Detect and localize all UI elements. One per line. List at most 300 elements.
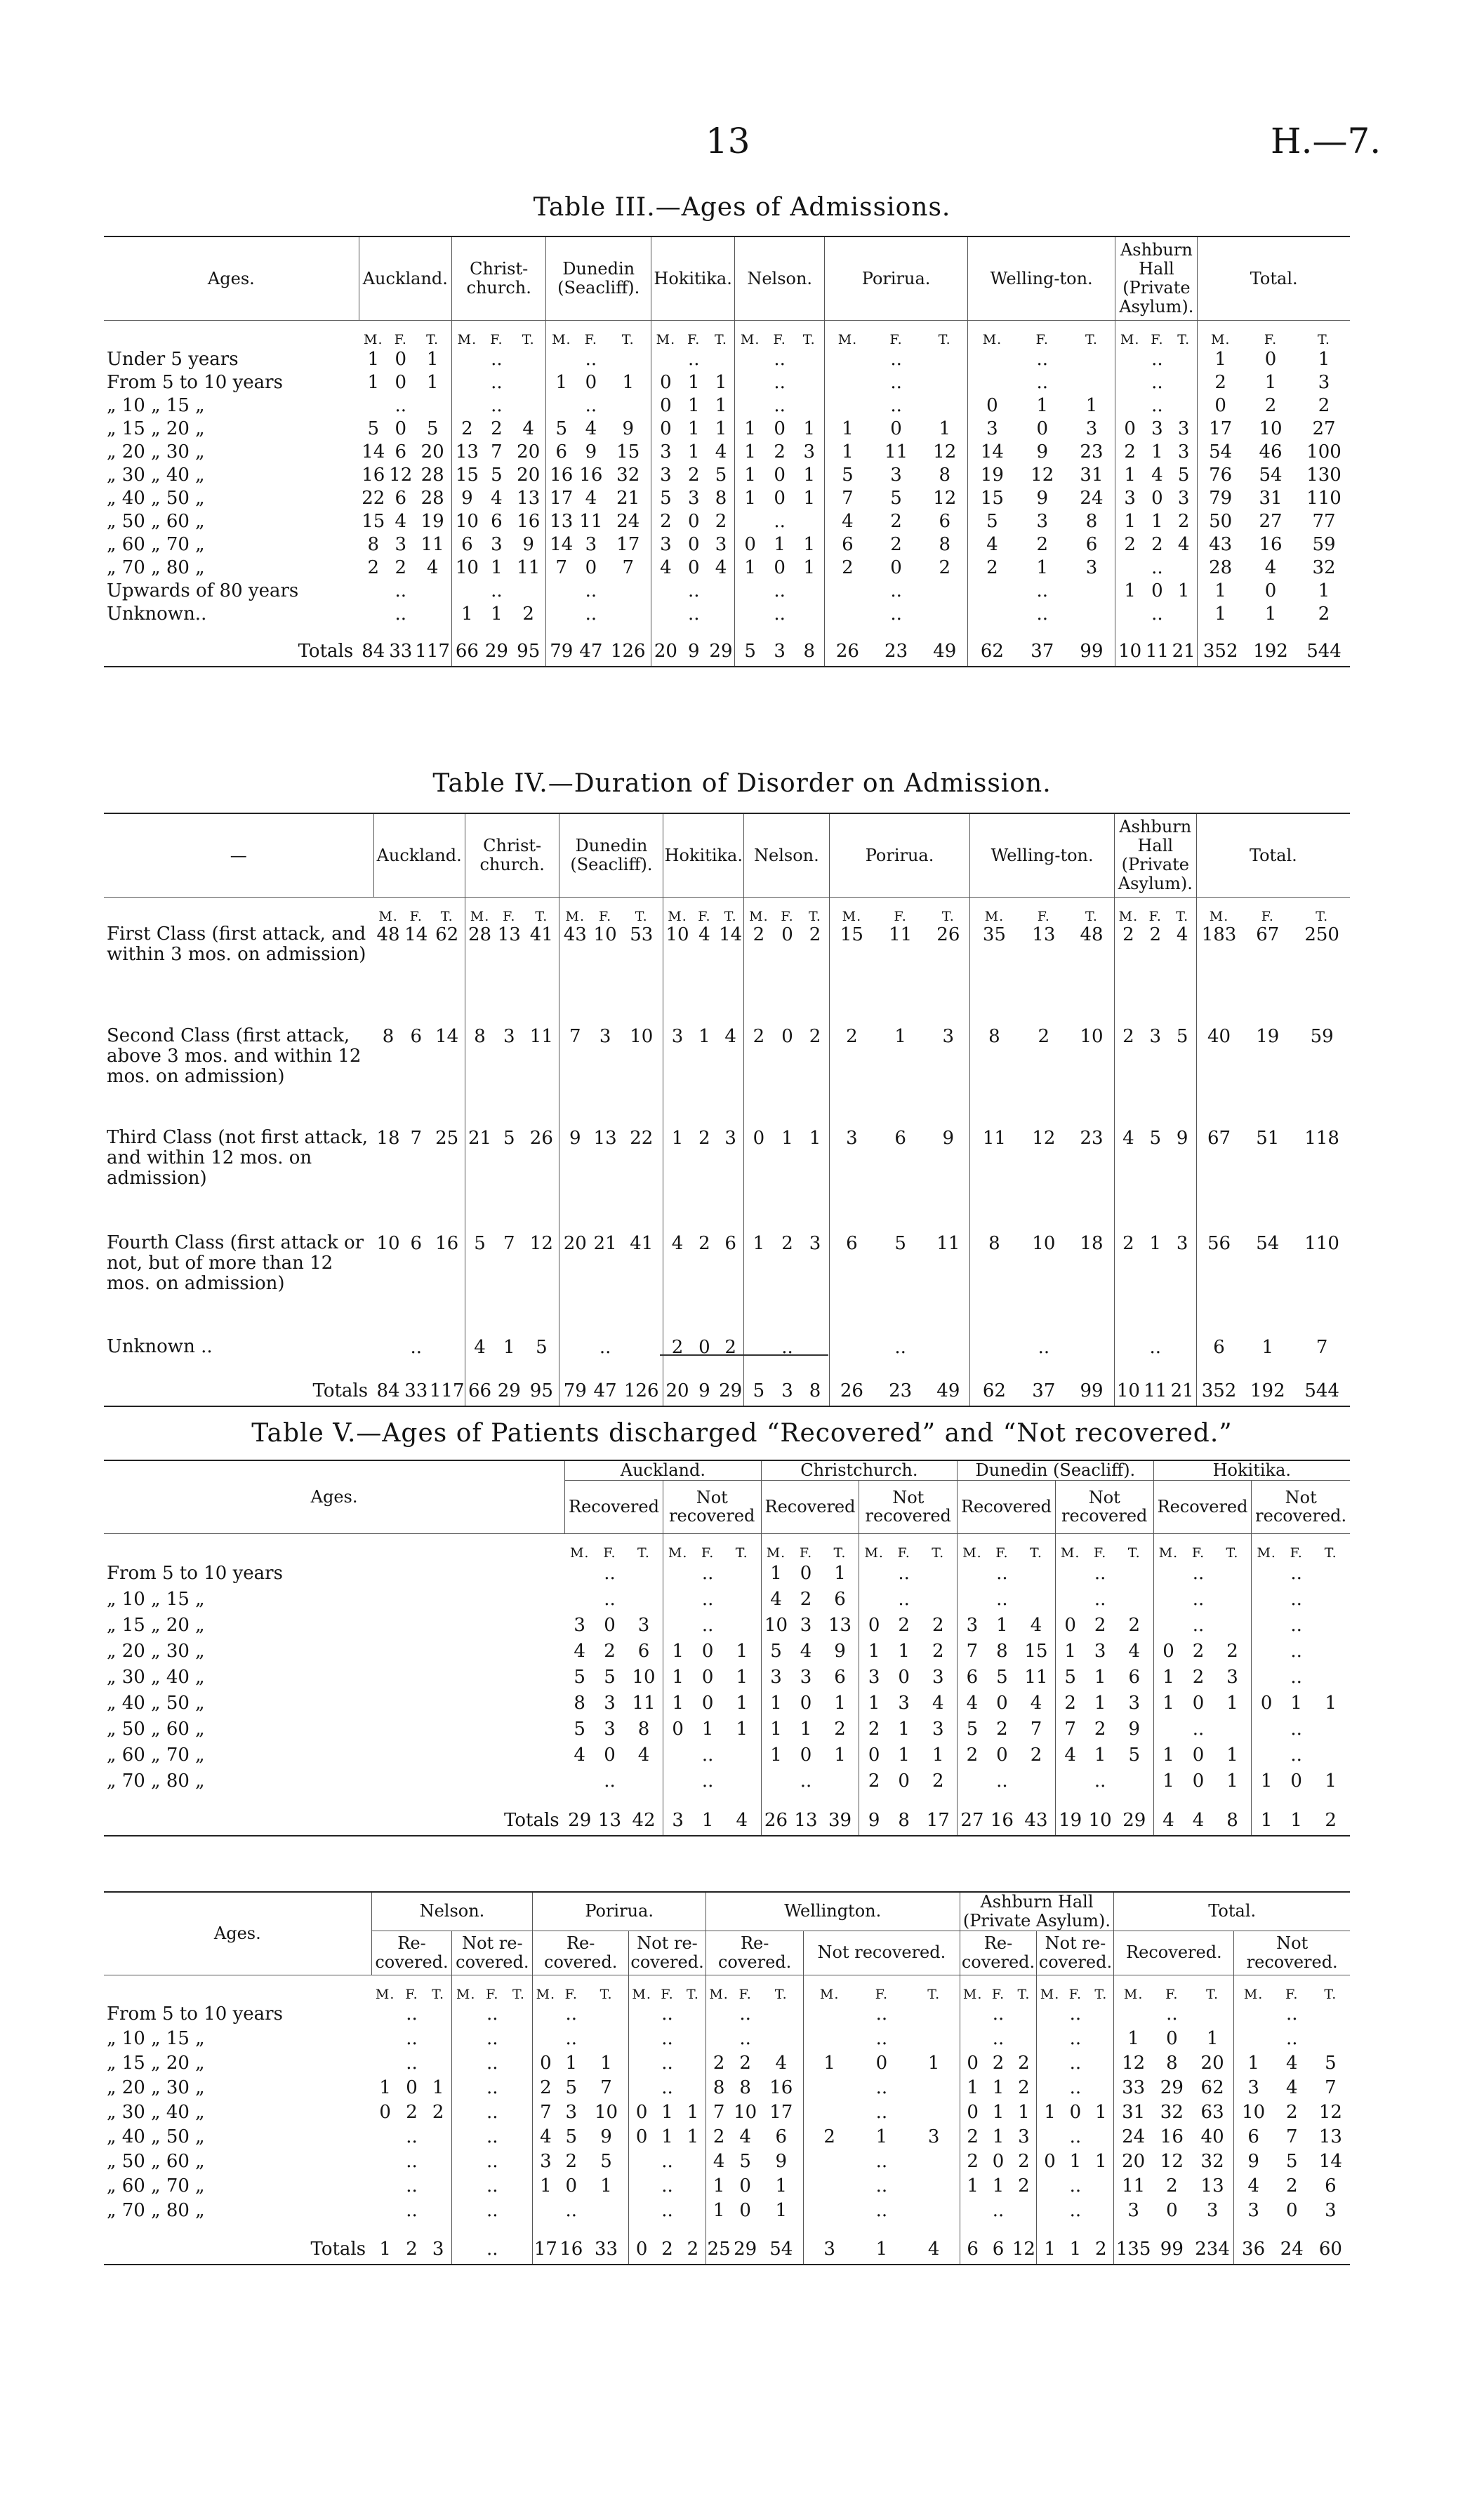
data-cell: ..	[585, 580, 597, 601]
data-cell: 20	[1191, 2051, 1234, 2076]
data-cell	[1115, 1768, 1153, 1794]
data-cell: 3	[671, 1026, 684, 1047]
page-number: 13	[705, 121, 750, 161]
data-cell: 2	[1149, 924, 1162, 945]
data-cell: ..	[1036, 603, 1048, 625]
data-cell	[968, 602, 1016, 625]
total-cell: 2	[1311, 1794, 1350, 1836]
data-cell: 2	[1122, 1233, 1134, 1254]
data-cell: 51	[1256, 1128, 1280, 1149]
data-cell	[565, 1768, 595, 1794]
table-iv-title: Table IV.—Duration of Disorder on Admission.	[432, 769, 1052, 798]
table-row	[104, 1768, 1350, 1794]
data-cell	[511, 371, 546, 394]
data-cell: 1	[992, 2077, 1005, 2099]
table-row	[104, 509, 1350, 533]
data-cell: 3	[919, 1665, 957, 1691]
data-cell: 1	[1261, 1337, 1274, 1358]
data-cell: 25	[430, 1128, 465, 1233]
total-cell: 29	[482, 625, 511, 667]
data-cell: 17	[1209, 418, 1233, 439]
data-cell: ..	[1192, 1563, 1205, 1585]
data-cell: 1	[800, 1719, 812, 1740]
sex-label: T.	[1324, 1545, 1337, 1561]
data-cell: 5	[503, 1128, 515, 1149]
data-cell	[908, 2002, 960, 2027]
row-label: „ 50 „ 60 „	[107, 1719, 205, 1740]
data-cell: 1	[1124, 580, 1136, 601]
data-cell	[1252, 1639, 1281, 1665]
data-cell: 43	[1209, 533, 1233, 555]
total-cell: 117	[430, 1365, 465, 1406]
data-cell: 4	[708, 556, 735, 579]
data-cell: ..	[395, 394, 407, 416]
data-cell: 77	[1312, 510, 1336, 532]
data-cell	[958, 1587, 987, 1613]
data-cell: ..	[996, 1771, 1008, 1792]
data-cell: 1	[723, 1691, 761, 1716]
data-cell: 3	[565, 2102, 578, 2124]
data-cell	[706, 2027, 732, 2051]
data-cell: 1	[1068, 394, 1115, 417]
recovery-status-header: Recovered	[761, 1480, 859, 1533]
data-cell: 3	[770, 1667, 782, 1688]
data-cell: 6	[717, 1233, 744, 1337]
data-cell: 6	[821, 1587, 859, 1613]
data-cell	[452, 2174, 479, 2199]
data-cell: 1	[992, 2175, 1005, 2197]
data-cell	[533, 2027, 559, 2051]
total-cell: 13	[595, 1794, 625, 1836]
data-cell	[584, 2027, 629, 2051]
data-cell: 0	[687, 533, 700, 555]
data-cell: 4	[1064, 1745, 1076, 1766]
row-label: „ 40 „ 50 „	[107, 1693, 205, 1714]
data-cell: 1	[698, 1026, 710, 1047]
data-cell: 5	[894, 1233, 906, 1254]
recovery-status-header: Re-covered.	[533, 1931, 629, 1975]
data-cell: 4	[1017, 1613, 1055, 1639]
data-cell: 1	[821, 1742, 859, 1768]
data-cell: 2	[713, 2053, 725, 2074]
data-cell: 40	[1191, 2125, 1234, 2149]
data-cell	[706, 2002, 732, 2027]
data-cell: 1	[680, 2100, 706, 2125]
ages-column-header: Ages.	[104, 1460, 565, 1533]
ages-column-header: Ages.	[104, 1892, 371, 1975]
data-cell: ..	[491, 348, 503, 370]
data-cell: 1	[744, 441, 756, 462]
data-cell: 5	[565, 2077, 578, 2099]
data-cell	[1037, 2174, 1063, 2199]
row-label: Under 5 years	[107, 348, 239, 370]
table-row	[104, 2149, 1350, 2174]
data-cell: 9	[1036, 441, 1048, 462]
data-cell: 1	[1124, 464, 1136, 486]
sex-label: F.	[1151, 332, 1164, 347]
data-cell: 1	[672, 1693, 684, 1714]
data-cell	[821, 1768, 859, 1794]
data-cell	[1011, 2002, 1037, 2027]
data-cell: 2	[1122, 924, 1134, 945]
sex-label: T.	[425, 1975, 452, 2002]
group-header: Porirua.	[829, 813, 970, 898]
total-cell: 16	[987, 1794, 1017, 1836]
data-cell: 1	[379, 2077, 391, 2099]
data-cell: ..	[890, 603, 902, 625]
group-header: Ashburn Hall (Private Asylum).	[1115, 236, 1198, 321]
data-cell: 16	[1259, 533, 1283, 555]
data-cell: 1	[713, 2175, 725, 2197]
data-cell: ..	[701, 1771, 714, 1792]
data-cell: ..	[687, 603, 700, 625]
data-cell	[735, 347, 765, 371]
data-cell: 3	[717, 1128, 744, 1233]
data-cell	[1169, 1337, 1197, 1365]
data-cell: 40	[1207, 1026, 1231, 1047]
data-cell: 10	[1259, 418, 1283, 439]
data-cell	[968, 347, 1016, 371]
group-header: Nelson.	[371, 1892, 533, 1931]
sex-label: T.	[801, 898, 829, 925]
data-cell: ..	[1094, 1563, 1106, 1585]
data-cell: 14	[404, 924, 428, 945]
data-cell: 1	[1214, 603, 1226, 625]
data-cell: 3	[395, 533, 407, 555]
data-cell: 3	[1170, 486, 1198, 509]
group-header: Total.	[1198, 236, 1350, 321]
data-cell: 7	[966, 1641, 979, 1662]
data-cell: 3	[1094, 1641, 1106, 1662]
data-cell: 54	[1259, 464, 1283, 486]
group-header: Wellington.	[706, 1892, 960, 1931]
data-cell	[804, 2199, 855, 2223]
table-row	[104, 417, 1350, 440]
data-cell: 1	[1214, 348, 1226, 370]
data-cell: 18	[1069, 1233, 1114, 1337]
total-cell: 95	[524, 1365, 559, 1406]
data-cell: 1	[992, 2126, 1005, 2148]
data-cell: 0	[406, 2077, 418, 2099]
data-cell: ..	[875, 2151, 888, 2173]
data-cell: 0	[1162, 1641, 1174, 1662]
data-cell: ..	[800, 1771, 812, 1792]
data-cell: 46	[1259, 441, 1283, 462]
data-cell: 5	[708, 463, 735, 486]
sex-label: F.	[781, 909, 794, 924]
data-cell	[744, 1337, 774, 1365]
total-cell: 5	[735, 625, 765, 667]
data-cell: ..	[1069, 2028, 1082, 2050]
data-cell: 21	[593, 1233, 617, 1254]
data-cell: 4	[842, 510, 854, 532]
data-cell	[825, 371, 870, 394]
data-cell	[371, 2149, 399, 2174]
data-cell: 3	[898, 1693, 910, 1714]
row-label: Third Class (not first attack, and within 12 mos. on admission)	[107, 1128, 368, 1189]
data-cell: 21	[605, 486, 651, 509]
data-cell: 3	[1068, 556, 1115, 579]
sex-label: F.	[1035, 332, 1049, 347]
row-label: „ 50 „ 60 „	[107, 510, 205, 532]
data-cell	[425, 2174, 452, 2199]
data-cell: 1	[770, 1563, 782, 1585]
total-cell: 29	[1115, 1794, 1153, 1836]
data-cell: 1	[671, 1128, 684, 1149]
data-cell	[1017, 1768, 1055, 1794]
data-cell	[1311, 1561, 1350, 1587]
data-cell: 10	[376, 1233, 400, 1254]
data-cell	[371, 2125, 399, 2149]
data-cell: 4	[540, 2126, 552, 2148]
data-cell: 15	[362, 510, 385, 532]
data-cell: 0	[604, 1615, 616, 1636]
data-cell: 6	[966, 1667, 979, 1688]
data-cell: 15	[455, 464, 479, 486]
data-cell: ..	[1151, 348, 1163, 370]
table-row	[104, 556, 1350, 579]
total-cell: 49	[922, 625, 967, 667]
data-cell: 1	[801, 1128, 829, 1233]
data-cell: ..	[898, 1563, 910, 1585]
data-cell: 13	[511, 486, 546, 509]
data-cell: ..	[890, 371, 902, 393]
data-cell: 1	[672, 1641, 684, 1662]
sex-label: T.	[505, 1975, 533, 2002]
data-cell: 0	[800, 1693, 812, 1714]
data-cell: 1	[1088, 2149, 1114, 2174]
sex-label: T.	[922, 321, 967, 348]
data-cell: ..	[1290, 1589, 1302, 1611]
data-cell	[801, 1337, 829, 1365]
data-cell	[922, 579, 967, 602]
data-cell: 1	[759, 2199, 804, 2223]
data-cell: 20	[1122, 2151, 1146, 2173]
data-cell: ..	[992, 2004, 1005, 2025]
data-cell	[625, 1587, 663, 1613]
data-cell: 0	[800, 1745, 812, 1766]
data-cell: 3	[503, 1026, 515, 1047]
data-cell	[708, 579, 735, 602]
sex-label: F.	[1148, 909, 1162, 924]
data-cell	[413, 602, 451, 625]
data-cell: 2	[1094, 1615, 1106, 1636]
data-cell	[1311, 1665, 1350, 1691]
data-cell: 17	[550, 487, 574, 509]
data-cell: 8	[922, 463, 967, 486]
data-cell	[794, 509, 824, 533]
data-cell: 50	[1209, 510, 1233, 532]
sex-label: T.	[1214, 1533, 1252, 1561]
data-cell: 7	[555, 556, 568, 578]
data-cell	[629, 2051, 655, 2076]
data-cell: 7	[1064, 1719, 1076, 1740]
data-cell: 5	[565, 2126, 578, 2148]
data-cell: 1	[794, 486, 824, 509]
data-cell: 1	[996, 1615, 1008, 1636]
data-cell: 11	[511, 556, 546, 579]
data-cell: 3	[986, 418, 998, 439]
data-cell: 0	[1166, 2028, 1178, 2050]
data-cell: 21	[468, 1128, 492, 1149]
data-cell: ..	[1192, 1589, 1205, 1611]
data-cell: 4	[919, 1691, 957, 1716]
total-cell: 8	[889, 1794, 919, 1836]
sex-label: M.	[656, 332, 676, 347]
data-cell: 5	[1064, 1667, 1076, 1688]
data-cell: 16	[511, 509, 546, 533]
data-cell: 8	[988, 1233, 1000, 1254]
data-cell	[1252, 1665, 1281, 1691]
sex-label: M.	[864, 1545, 884, 1561]
data-cell: 2	[823, 2126, 835, 2148]
data-cell: 13	[1318, 2126, 1342, 2148]
data-cell	[922, 371, 967, 394]
data-cell: 7	[1017, 1716, 1055, 1742]
data-cell: 79	[1209, 487, 1233, 509]
data-cell	[804, 2174, 855, 2199]
data-cell: 2	[717, 1337, 744, 1365]
total-cell: 4	[723, 1794, 761, 1836]
data-cell: 1	[708, 394, 735, 417]
data-cell: 0	[635, 2102, 648, 2124]
data-cell: 2	[996, 1719, 1008, 1740]
data-cell: 4	[1170, 533, 1198, 556]
data-cell	[680, 2149, 706, 2174]
total-cell: 352	[1196, 1365, 1241, 1406]
data-cell: 4	[800, 1641, 812, 1662]
data-cell: 2	[1115, 1613, 1153, 1639]
table-row	[104, 2027, 1350, 2051]
data-cell	[723, 1742, 761, 1768]
data-cell: 1	[723, 1665, 761, 1691]
data-cell: 0	[986, 394, 998, 416]
data-cell: 2	[1318, 603, 1330, 625]
total-cell: 66	[465, 1365, 494, 1406]
data-cell: ..	[890, 394, 902, 416]
total-cell: 11	[1142, 1365, 1169, 1406]
data-cell: 0	[967, 2053, 979, 2074]
row-label: „ 10 „ 15 „	[107, 1589, 205, 1611]
data-cell	[1311, 1742, 1350, 1768]
data-cell: 2	[1166, 2175, 1178, 2197]
data-cell	[625, 1768, 663, 1794]
data-cell: 1	[672, 1667, 684, 1688]
recovery-status-header: Recovered	[565, 1480, 663, 1533]
data-cell: 6	[922, 509, 967, 533]
data-cell: 5	[966, 1719, 979, 1740]
data-cell	[1170, 556, 1198, 579]
data-cell	[359, 602, 387, 625]
total-cell: 29	[731, 2223, 759, 2265]
data-cell	[1311, 2002, 1350, 2027]
data-cell: 0	[774, 418, 786, 439]
recovery-status-header: Recovered.	[1114, 1931, 1234, 1975]
data-cell	[452, 2051, 479, 2076]
data-cell	[533, 2002, 559, 2027]
data-cell	[794, 394, 824, 417]
data-cell: ..	[739, 2028, 751, 2050]
data-cell: 1	[661, 2102, 673, 2124]
data-cell	[605, 347, 651, 371]
data-cell	[908, 2076, 960, 2100]
data-cell: 0	[774, 464, 786, 486]
data-cell: 2	[698, 1233, 710, 1254]
data-cell: 5	[524, 1337, 559, 1365]
data-cell: 13	[550, 510, 574, 532]
data-cell: 1	[1088, 2100, 1114, 2125]
data-cell: 0	[565, 2175, 578, 2197]
data-cell	[629, 2027, 655, 2051]
total-cell: 47	[576, 625, 605, 667]
data-cell: 10	[593, 924, 617, 945]
total-cell: 234	[1191, 2223, 1234, 2265]
sex-label: F.	[701, 1545, 715, 1561]
data-cell: 4	[574, 1641, 585, 1662]
data-cell: 2	[753, 1026, 765, 1047]
data-cell: 10	[764, 1615, 788, 1636]
data-cell: ..	[875, 2200, 888, 2222]
data-cell: 0	[1286, 2200, 1298, 2222]
data-cell: 9	[584, 2125, 629, 2149]
data-cell: 10	[1069, 1026, 1114, 1128]
data-cell: 2	[1192, 1667, 1205, 1688]
data-cell: 1	[1162, 1667, 1174, 1688]
data-cell	[1088, 2199, 1114, 2223]
data-cell: 1	[908, 2051, 960, 2076]
data-cell: 6	[461, 533, 473, 555]
data-cell: 0	[395, 371, 407, 393]
data-cell: 3	[927, 1026, 970, 1128]
data-cell: 1	[1094, 1667, 1106, 1688]
data-cell: 1	[491, 556, 503, 578]
row-label: Fourth Class (first attack or not, but of more than 12 mos. on admission)	[107, 1233, 364, 1295]
total-cell: 5	[744, 1365, 774, 1406]
data-cell: 10	[1242, 2102, 1266, 2124]
data-cell: ..	[687, 580, 700, 601]
data-cell: 1	[1094, 1693, 1106, 1714]
data-cell: 11	[885, 441, 908, 462]
data-cell: 0	[698, 1337, 710, 1358]
group-header: Auckland.	[565, 1460, 762, 1480]
data-cell: 9	[1115, 1716, 1153, 1742]
data-cell	[452, 2149, 479, 2174]
data-cell: 2	[1170, 509, 1198, 533]
data-cell: 0	[660, 418, 672, 439]
table-row	[104, 1128, 1350, 1233]
data-cell: 3	[966, 1615, 979, 1636]
data-cell	[723, 1613, 761, 1639]
total-cell: 117	[413, 625, 451, 667]
data-cell	[680, 2027, 706, 2051]
table-row	[104, 579, 1350, 602]
data-cell: 0	[996, 1693, 1008, 1714]
data-cell: 11	[579, 510, 603, 532]
data-cell: 5	[739, 2151, 751, 2173]
data-cell: 20	[413, 440, 451, 463]
data-cell	[908, 2199, 960, 2223]
total-cell: 0	[629, 2223, 655, 2265]
sex-label: F.	[698, 909, 711, 924]
sex-label: F.	[394, 332, 407, 347]
data-cell: 2	[919, 1613, 957, 1639]
data-cell	[1252, 1716, 1281, 1742]
data-cell	[968, 371, 1016, 394]
total-cell: 8	[1214, 1794, 1252, 1836]
data-cell	[359, 394, 387, 417]
data-cell: 3	[1124, 487, 1136, 509]
data-cell	[651, 347, 680, 371]
